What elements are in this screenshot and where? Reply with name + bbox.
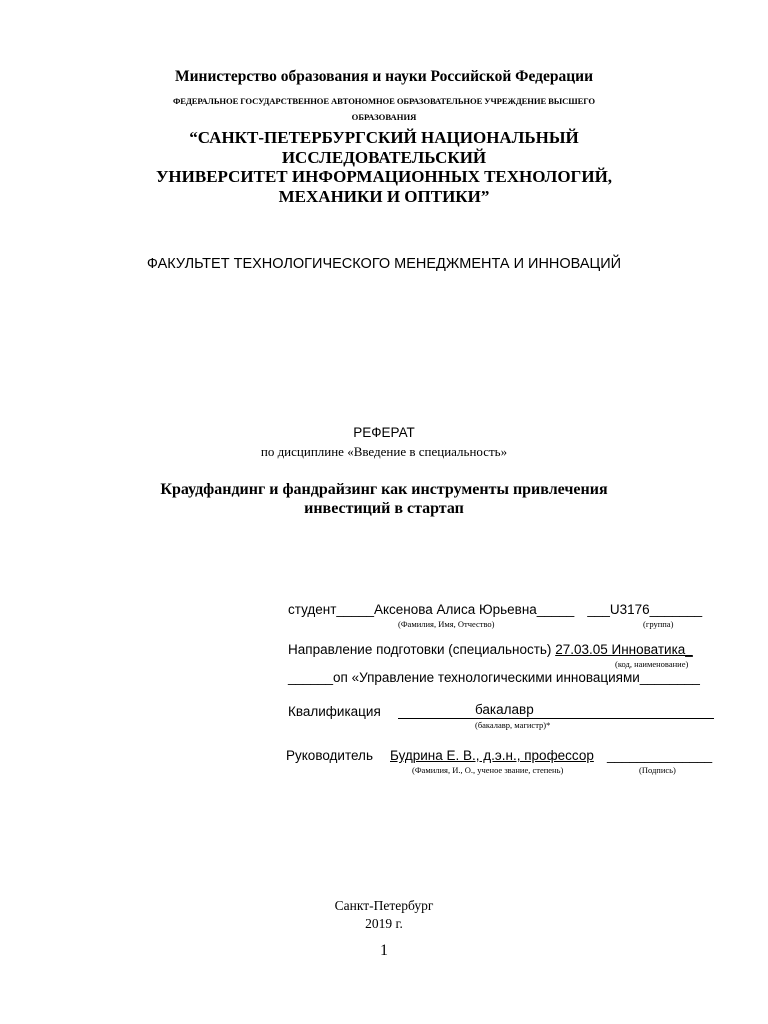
year: 2019 г. [365,916,403,931]
ministry-name: Министерство образования и науки Российской Федерации [174,68,594,85]
direction-caption: (код, наименование) [615,659,689,669]
report-type: РЕФЕРАТ [353,425,415,440]
faculty-name: ФАКУЛЬТЕТ ТЕХНОЛОГИЧЕСКОГО МЕНЕДЖМЕНТА И ИННОВАЦИЙ [146,256,622,272]
university-name-line: “САНКТ-ПЕТЕРБУРГСКИЙ НАЦИОНАЛЬНЫЙ [189,128,579,147]
page-number: 1 [380,942,388,959]
direction-label: Направление подготовки (специальность) [288,642,552,657]
university-name-line: МЕХАНИКИ И ОПТИКИ” [278,186,490,206]
institution-type-line-2: ОБРАЗОВАНИЯ [351,112,417,122]
supervisor-label: Руководитель [286,748,373,763]
student-group: ___U3176_______ [587,602,703,617]
supervisor-value: Будрина Е. В., д.э.н., профессор [390,748,594,763]
university-name-line: УНИВЕРСИТЕТ ИНФОРМАЦИОННЫХ ТЕХНОЛОГИЙ, [155,167,613,186]
signature-caption: (Подпись) [639,765,676,775]
city: Санкт-Петербург [334,898,434,913]
student-row [288,602,702,617]
university-name-line: ИССЛЕДОВАТЕЛЬСКИЙ [281,147,487,167]
qualification-line [398,702,714,719]
report-discipline: по дисциплине «Введение в специальность» [260,444,508,459]
qualification-caption: (бакалавр, магистр)* [475,720,551,730]
direction-value: 27.03.05 Инноватика_ [555,642,693,657]
student-group-caption: (группа) [643,619,674,629]
qualification-value: бакалавр [475,702,534,717]
direction-row [288,642,693,657]
report-title-line-1: Краудфандинг и фандрайзинг как инструменты привлечения [160,481,608,498]
report-title-line-2: инвестиций в стартап [304,500,464,517]
student-label: студент [288,602,337,617]
supervisor-caption: (Фамилия, И., О., ученое звание, степень) [412,765,564,775]
institution-type-line-1: ФЕДЕРАЛЬНОЕ ГОСУДАРСТВЕННОЕ АВТОНОМНОЕ ОБРАЗОВАТЕЛЬНОЕ УЧРЕЖДЕНИЕ ВЫСШЕГО [173,96,595,106]
signature-line: ______________ [607,748,713,763]
student-name-caption: (Фамилия, Имя, Отчество) [398,619,495,629]
student-name: _____Аксенова Алиса Юрьевна_____ [336,602,575,617]
university-name [0,128,768,206]
qualification-label: Квалификация [288,704,381,719]
program-value: ______оп «Управление технологическими инновациями________ [288,670,700,685]
